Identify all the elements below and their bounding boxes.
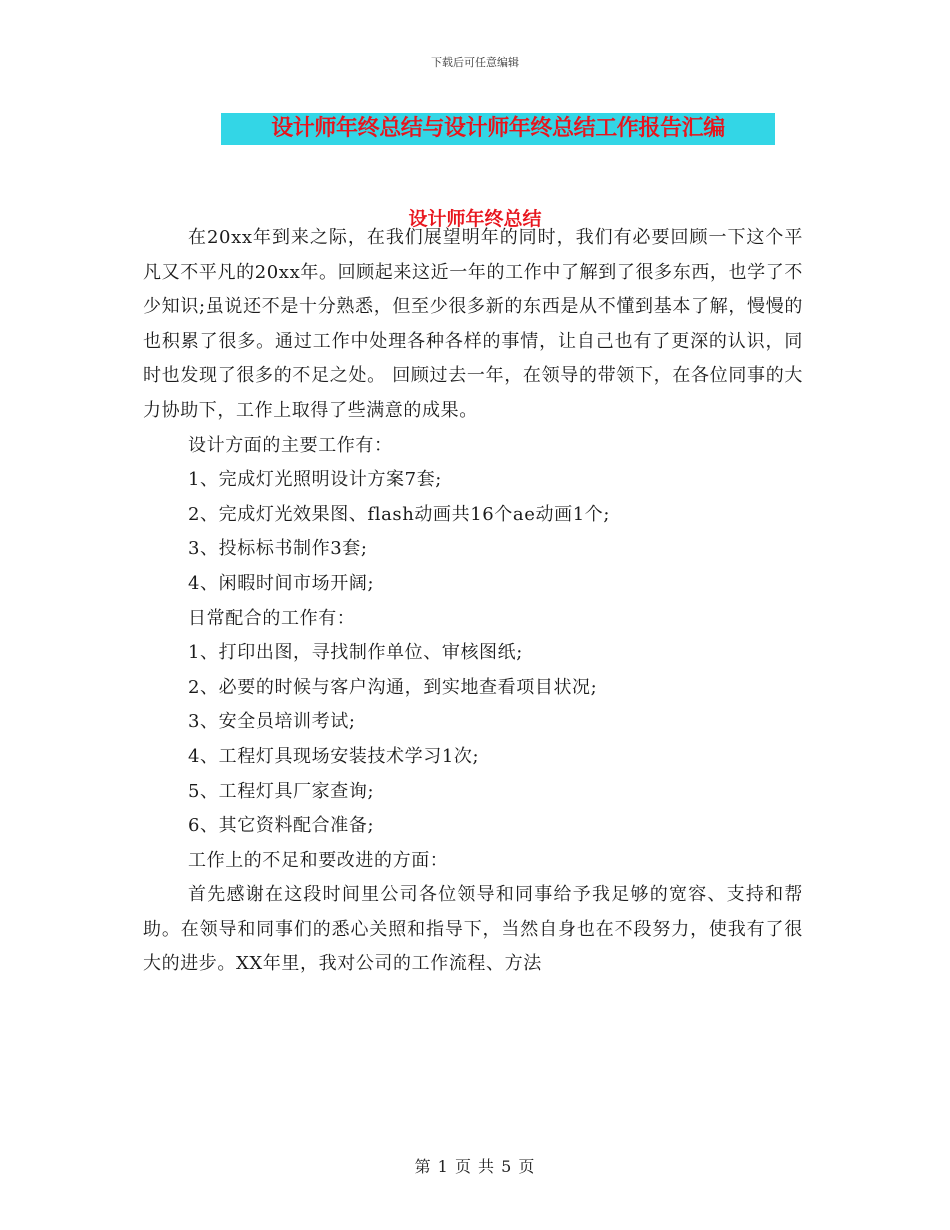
- list-item: 2、完成灯光效果图、flash动画共16个ae动画1个;: [188, 503, 611, 525]
- intro-paragraph: 在20xx年到来之际，在我们展望明年的同时，我们有必要回顾一下这个平凡又不平凡的20xx年。回顾起来这近一年的工作中了解到了很多东西，也学了不少知识;虽说还不是十分熟悉，但至少很多新的东西是从不懂到基本了解，慢慢的也积累了很多。通过工作中处理各种各样的事情，让自己也有了更深的认识，同时也发现了很多的不足之处。 回顾过去一年，在领导的带领下，在各位同事的大力协助下，工作上取得了些满意的成果。: [143, 227, 803, 421]
- list-item: 1、完成灯光照明设计方案7套;: [188, 469, 442, 491]
- improvement-heading: 工作上的不足和要改进的方面：: [188, 849, 449, 871]
- design-work-heading: 设计方面的主要工作有：: [188, 434, 393, 456]
- list-item: 5、工程灯具厂家查询;: [188, 780, 375, 802]
- list-item: 6、其它资料配合准备;: [188, 815, 375, 837]
- section-title: 设计师年终总结: [408, 208, 542, 230]
- closing-paragraph: 首先感谢在这段时间里公司各位领导和同事给予我足够的宽容、支持和帮助。在领导和同事们的悉心关照和指导下，当然自身也在不段努力，使我有了很大的进步。XX年里，我对公司的工作流程、方法: [143, 884, 803, 975]
- list-item: 4、闲暇时间市场开阔;: [188, 572, 375, 594]
- list-item: 1、打印出图，寻找制作单位、审核图纸;: [188, 642, 523, 664]
- list-item: 3、安全员培训考试;: [188, 711, 356, 733]
- header-note: 下载后可任意编辑: [431, 56, 519, 69]
- list-item: 2、必要的时候与客户沟通，到实地查看项目状况;: [188, 676, 598, 698]
- daily-work-heading: 日常配合的工作有：: [188, 607, 356, 629]
- list-item: 3、投标标书制作3套;: [188, 538, 368, 560]
- document-body: [143, 221, 803, 982]
- page-footer: 第 1 页 共 5 页: [414, 1157, 536, 1176]
- document-title: 设计师年终总结与设计师年终总结工作报告汇编: [221, 113, 775, 145]
- list-item: 4、工程灯具现场安装技术学习1次;: [188, 745, 480, 767]
